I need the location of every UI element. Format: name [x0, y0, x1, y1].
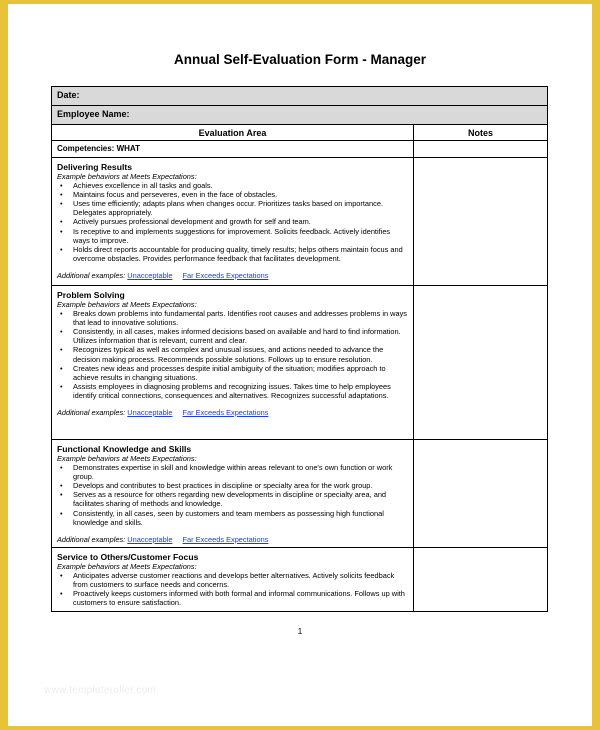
section-row	[52, 440, 548, 548]
section-problem-solving	[52, 286, 414, 440]
additional-examples-label: Additional examples:	[57, 534, 126, 544]
unacceptable-link[interactable]: Unacceptable	[127, 270, 173, 280]
list-item: • Proactively keeps customers informed with both formal and informal communications. Follows up with customers to ensure satisfaction.	[73, 589, 408, 607]
section-delivering-results	[52, 158, 414, 286]
section-subtitle: Example behaviors at Meets Expectations:	[57, 300, 197, 309]
additional-examples	[57, 408, 408, 417]
section-subtitle: Example behaviors at Meets Expectations:	[57, 562, 197, 571]
additional-examples-label: Additional examples:	[57, 408, 126, 418]
unacceptable-link[interactable]: Unacceptable	[127, 408, 173, 418]
far-exceeds-link[interactable]: Far Exceeds Expectations	[182, 408, 269, 418]
section-row	[52, 286, 548, 440]
page-number: 1	[297, 627, 303, 636]
far-exceeds-link[interactable]: Far Exceeds Expectations	[182, 270, 269, 280]
section-row	[52, 548, 548, 612]
section-service-to-others	[52, 548, 414, 612]
employee-name-row	[52, 106, 548, 125]
far-exceeds-link[interactable]: Far Exceeds Expectations	[182, 534, 269, 544]
behavior-list	[57, 181, 408, 263]
list-item: • Consistently, in all cases, makes informed decisions based on available and hard to find information. Utilizes information that is relevant, current and clear.	[73, 327, 408, 345]
list-item: • Demonstrates expertise in skill and knowledge within areas relevant to one's own function or work group.	[73, 463, 408, 481]
list-item: • Actively pursues professional development and growth for self and team.	[73, 217, 408, 226]
section-functional-knowledge	[52, 440, 414, 548]
additional-examples	[57, 535, 408, 544]
behavior-list	[57, 463, 408, 527]
behavior-list	[57, 309, 408, 400]
section-row	[52, 158, 548, 286]
notes-cell[interactable]	[414, 286, 548, 440]
list-item: • Creates new ideas and processes despite initial ambiguity of the situation; modifies approach to achieve results in changing situations.	[73, 364, 408, 382]
column-header-row	[52, 125, 548, 141]
notes-header: Notes	[414, 125, 548, 141]
list-item: • Breaks down problems into fundamental parts. Identifies root causes and addresses problems in ways that lead to innovative solutions.	[73, 309, 408, 327]
notes-cell[interactable]	[414, 158, 548, 286]
evaluation-area-header: Evaluation Area	[52, 125, 414, 141]
additional-examples-label: Additional examples:	[57, 270, 126, 280]
competencies-notes[interactable]	[414, 141, 548, 158]
evaluation-table	[51, 86, 548, 612]
additional-examples	[57, 271, 408, 280]
list-item: • Serves as a resource for others regarding new developments in discipline or specialty area, and facilitates sharing of methods and knowledge.	[73, 490, 408, 508]
section-title: Functional Knowledge and Skills	[57, 444, 192, 454]
competencies-label: Competencies: WHAT	[52, 141, 414, 158]
competencies-row	[52, 141, 548, 158]
list-item: • Uses time efficiently; adapts plans when changes occur. Prioritizes tasks based on importance. Delegates appropriately.	[73, 199, 408, 217]
section-title: Problem Solving	[57, 290, 125, 300]
section-subtitle: Example behaviors at Meets Expectations:	[57, 454, 197, 463]
employee-name-field[interactable]: Employee Name:	[52, 106, 548, 125]
document-page	[8, 4, 592, 726]
notes-cell[interactable]	[414, 440, 548, 548]
section-title: Service to Others/Customer Focus	[57, 552, 199, 562]
date-row	[52, 87, 548, 106]
notes-cell[interactable]	[414, 548, 548, 612]
form-title: Annual Self-Evaluation Form - Manager	[173, 52, 427, 67]
list-item: • Recognizes typical as well as complex and unusual issues, and actions needed to advance the decision making process. Recommends possible solutions. Follows up to ensure resolution.	[73, 345, 408, 363]
section-subtitle: Example behaviors at Meets Expectations:	[57, 172, 197, 181]
list-item: • Anticipates adverse customer reactions and develops better alternatives. Actively solicits feedback from customers to surface needs and concerns.	[73, 571, 408, 589]
date-field[interactable]: Date:	[52, 87, 548, 106]
list-item: • Maintains focus and perseveres, even in the face of obstacles.	[73, 190, 408, 199]
list-item: • Holds direct reports accountable for producing quality, timely results; helps others maintain focus and overcome obstacles. Provides performance feedback that facilitates development.	[73, 245, 408, 263]
list-item: • Achieves excellence in all tasks and goals.	[73, 181, 408, 190]
list-item: • Is receptive to and implements suggestions for improvement. Solicits feedback. Actively identifies ways to improve.	[73, 227, 408, 245]
behavior-list	[57, 571, 408, 607]
list-item: • Consistently, in all cases, seen by customers and team members as possessing high functional knowledge and skills.	[73, 509, 408, 527]
watermark: www.templateroller.com	[44, 685, 157, 696]
unacceptable-link[interactable]: Unacceptable	[127, 534, 173, 544]
list-item: • Develops and contributes to best practices in discipline or specialty area for the work group.	[73, 481, 408, 490]
section-title: Delivering Results	[57, 162, 132, 172]
list-item: • Assists employees in diagnosing problems and recognizing issues. Takes time to help employees identify critical connections, consequences and alternatives. Recognizes successful adaptations.	[73, 382, 408, 400]
